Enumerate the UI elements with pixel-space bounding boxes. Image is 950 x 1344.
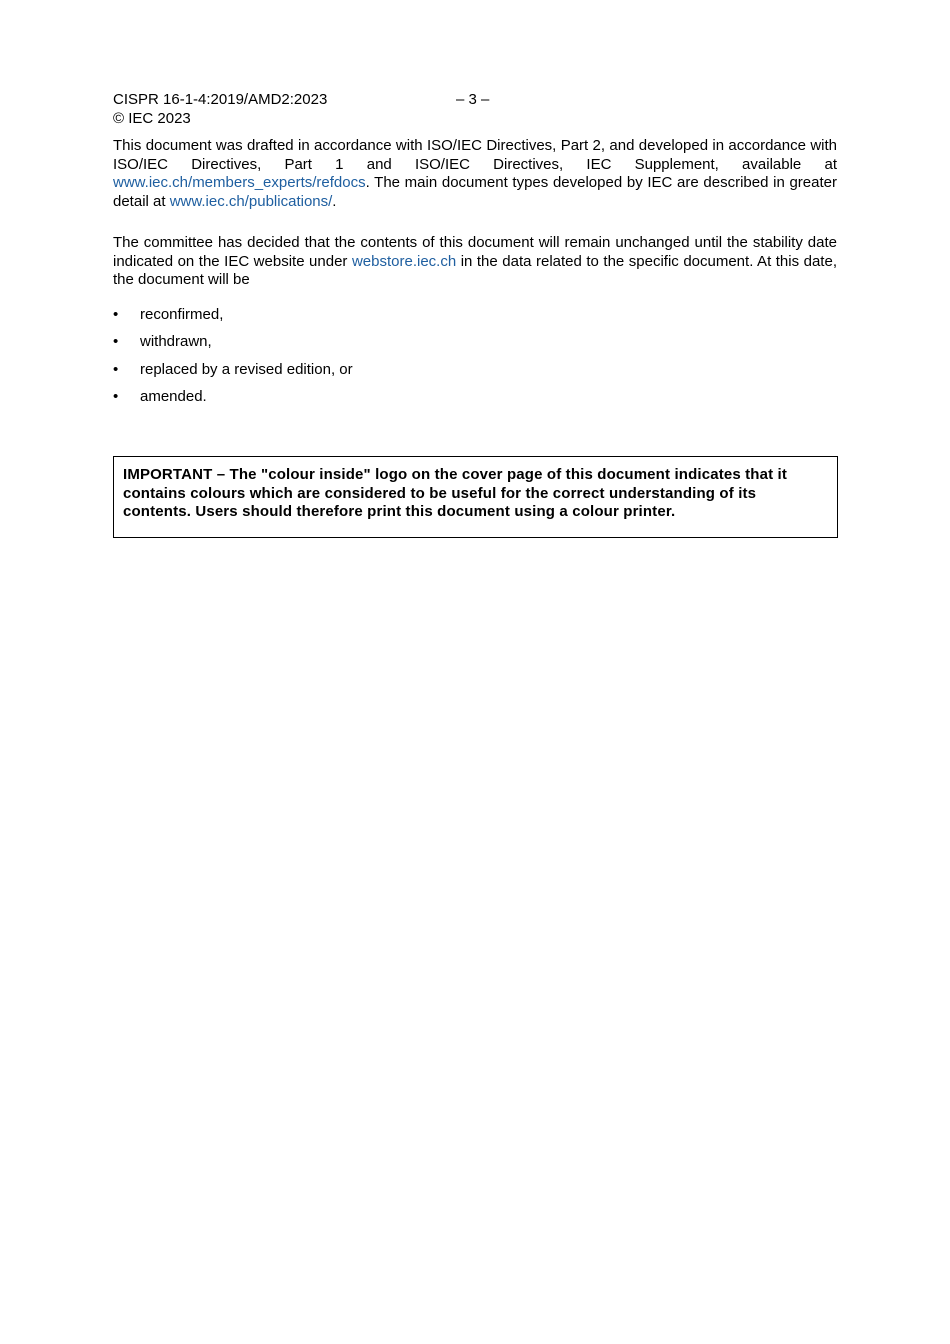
list-item xyxy=(113,305,353,332)
important-notice-text: IMPORTANT – The "colour inside" logo on the cover page of this document indicates that it contains colours which are considered to be useful for the correct understanding of its contents. Users should therefore print this document using a colour printer. xyxy=(123,466,788,520)
page-number: – 3 – xyxy=(456,91,490,108)
bullet-icon: • xyxy=(113,360,119,378)
paragraph-stability xyxy=(113,234,837,290)
webstore-link[interactable]: webstore.iec.ch xyxy=(351,252,457,270)
paragraph-directives-text-b: . The main document types developed by IEC are described in greater detail at xyxy=(113,174,837,210)
paragraph-stability-text-b: in the data related to the specific document. At this date, the document will be xyxy=(113,252,837,288)
list-item xyxy=(113,360,353,387)
paragraph-directives xyxy=(113,137,837,211)
list-item xyxy=(113,332,353,359)
list-item-label: withdrawn, xyxy=(140,333,212,351)
list-item-label: reconfirmed, xyxy=(140,306,224,323)
bullet-icon: • xyxy=(113,306,119,323)
document-code: CISPR 16-1-4:2019/AMD2:2023 xyxy=(113,91,328,108)
page-header xyxy=(113,90,490,128)
list-item-label: amended. xyxy=(140,388,207,406)
list-item xyxy=(113,387,353,414)
list-item-label: replaced by a revised edition, or xyxy=(140,360,353,378)
bullet-icon: • xyxy=(113,388,119,406)
paragraph-directives-text-c: . xyxy=(332,192,337,210)
copyright-line: © IEC 2023 xyxy=(113,110,191,127)
paragraph-directives-text-a: This document was drafted in accordance with ISO/IEC Directives, Part 2, and developed in accordance with ISO/IEC Directives, Part 1 and ISO/IEC Directives, IEC Supplement, available at xyxy=(113,137,837,173)
outcome-list xyxy=(113,305,353,415)
important-notice-box xyxy=(113,456,838,538)
bullet-icon: • xyxy=(113,333,119,351)
publications-link[interactable]: www.iec.ch/publications/ xyxy=(169,192,333,210)
refdocs-link[interactable]: www.iec.ch/members_experts/refdocs xyxy=(113,174,366,191)
paragraph-stability-text-a: The committee has decided that the contents of this document will remain unchanged until the stability date indicated on the IEC website under xyxy=(113,234,837,270)
